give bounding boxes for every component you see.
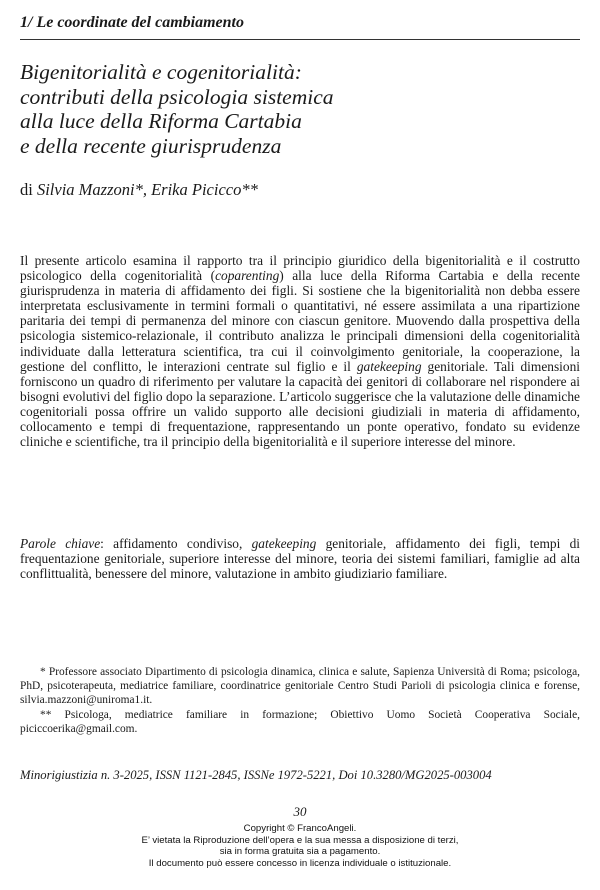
keywords	[20, 536, 580, 581]
header-rule	[20, 39, 580, 40]
keywords-text-2: genitoriale, affidamento dei figli, tempi di frequentazione genitoriale, superiore interesse del minore, teoria dei sistemi familiari, famiglie ad alta conflittualità, benessere del minore, valutazione in ambito giudiziario familiare.	[20, 536, 580, 582]
copyright-line: Il documento può essere concesso in licenza individuale o istituzionale.	[148, 857, 452, 869]
keywords-text-1: : affidamento condiviso,	[100, 536, 252, 551]
copyright-line: sia in forma gratuita sia a pagamento.	[219, 846, 381, 858]
keywords-term-gatekeeping: gatekeeping	[251, 536, 317, 551]
copyright-line: Copyright © FrancoAngeli.	[243, 823, 357, 834]
abstract-term-gatekeeping: gatekeeping	[356, 358, 422, 374]
abstract	[20, 253, 580, 449]
page-number: 30	[293, 804, 307, 819]
author-names: Silvia Mazzoni*, Erika Picicco**	[36, 180, 258, 199]
author-note-1: * Professore associato Dipartimento di psicologia dinamica, clinica e salute, Sapienza Università di Roma; psicologa, PhD, psicoterapeuta, mediatrice familiare, coordinatrice genitoriale Centro Studi Parioli di psicologia clinica e forense, silvia.mazzoni@uniroma1.it.	[20, 666, 580, 707]
abstract-term-coparenting: coparenting	[215, 268, 280, 284]
article-title: Bigenitorialità e cogenitorialità: contributi della psicologia sistemica alla luce della Riforma Cartabia e della recente giurisprudenza	[20, 60, 334, 158]
authors-prefix: di	[20, 180, 37, 199]
keywords-label: Parole chiave	[20, 536, 101, 551]
author-note-2: ** Psicologa, mediatrice familiare in formazione; Obiettivo Uomo Società Cooperativa Sociale, piciccoerika@gmail.com.	[20, 708, 580, 735]
abstract-text-1: Il presente articolo esamina il rapporto tra il principio giuridico della bigenitorialità e il costrutto psicologico della cogenitorialità (	[20, 253, 580, 284]
abstract-text-2: ) alla luce della Riforma Cartabia e della recente giurisprudenza in materia di affidamento dei figli. Si sostiene che la bigenitorialità non debba essere interpretata esclusivamente in termini formali o quantitativi, né essere assimilata a una ripartizione paritaria dei tempi di permanenza del minore con ciascun genitore. Muovendo dalla prospettiva della psicologia sistemico-relazionale, il contributo analizza le principali dimensioni della cogenitorialità individuate dalla letteratura scientifica, tra cui il coinvolgimento genitoriale, la cooperazione, la gestione del conflitto, le interazioni centrate sul figlio e il	[20, 268, 580, 374]
author-notes	[20, 665, 580, 736]
section-heading: 1/ Le coordinate del cambiamento	[20, 14, 244, 31]
abstract-text-3: genitoriale. Tali dimensioni forniscono un quadro di riferimento per valutare la capacità dei genitori di collaborare nel rispondere ai bisogni evolutivi del figlio dopo la separazione. L’articolo suggerisce che la valutazione delle dinamiche cogenitoriali possa offrire un valido supporto alle decisioni giudiziali in materia di affidamento, collocamento e tempi di frequentazione, rappresentando un ponte operativo, fondato su evidenze cliniche e scientifiche, tra il principio della bigenitorialità e il superiore interesse del minore.	[20, 358, 580, 450]
copyright-notice	[0, 823, 600, 869]
copyright-line: E’ vietata la Riproduzione dell’opera e la sua messa a disposizione di terzi,	[141, 834, 459, 846]
article-authors	[20, 180, 258, 200]
journal-citation: Minorigiustizia n. 3-2025, ISSN 1121-2845, ISSNe 1972-5221, Doi 10.3280/MG2025-003004	[20, 768, 492, 782]
